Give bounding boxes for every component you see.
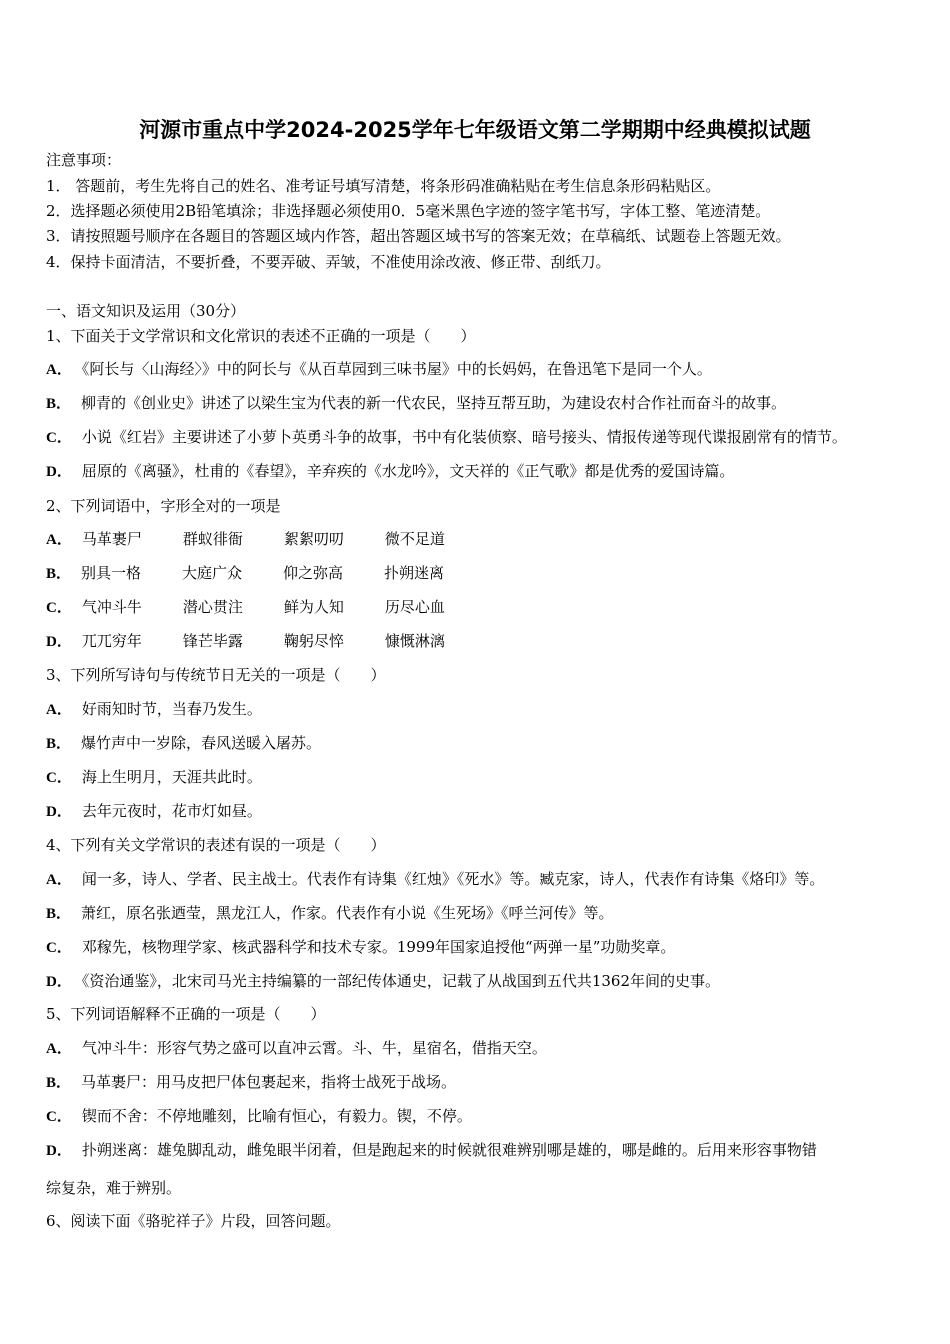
word: 马革裹尸: [81, 530, 142, 548]
option-label: D．: [46, 464, 72, 480]
option-label: C．: [46, 770, 72, 786]
option-text: 气冲斗牛：形容气势之盛可以直冲云霄。斗、牛，星宿名，借指天空。: [81, 1039, 547, 1057]
note-item: 3．请按照题号顺序在各题目的答题区域内作答，超出答题区域书写的答案无效；在草稿纸、试题卷上答题无效。: [46, 227, 791, 245]
word: 慷慨淋漓: [384, 632, 445, 650]
question-3-stem: 3、下列所写诗句与传统节日无关的一项是（ ）: [46, 666, 386, 684]
word: 鲜为人知: [283, 598, 344, 616]
question-6-stem: 6、阅读下面《骆驼祥子》片段，回答问题。: [46, 1212, 341, 1230]
option-text: 闻一多，诗人、学者、民主战士。代表作有诗集《红烛》《死水》等。臧克家，诗人，代表作有诗集《烙印》等。: [81, 870, 825, 888]
question-5-stem: 5、下列词语解释不正确的一项是（ ）: [46, 1005, 326, 1023]
word: 大庭广众: [182, 564, 243, 582]
option-text: 爆竹声中一岁除，春风送暖入屠苏。: [81, 734, 322, 752]
option-text: 好雨知时节，当春乃发生。: [81, 700, 262, 718]
q3-option-a: [46, 699, 262, 720]
option-label: C．: [46, 430, 72, 446]
option-label: A．: [46, 702, 72, 718]
option-text: 萧红，原名张迺莹，黑龙江人，作家。代表作有小说《生死场》《呼兰河传》等。: [81, 904, 614, 922]
option-label: D．: [46, 1143, 72, 1159]
option-text: 《阿长与〈山海经〉》中的阿长与《从百草园到三味书屋》中的长妈妈，在鲁迅笔下是同一个人。: [81, 360, 712, 378]
q5-option-d: [46, 1140, 817, 1161]
q4-option-a: [46, 869, 824, 890]
exam-title: 河源市重点中学2024-2025学年七年级语文第二学期期中经典模拟试题: [139, 118, 811, 142]
word: 群蚁徘衙: [182, 530, 243, 548]
question-4-stem: 4、下列有关文学常识的表述有误的一项是（ ）: [46, 836, 386, 854]
option-label: A．: [46, 362, 72, 378]
option-text: 马革裹尸：用马皮把尸体包裹起来，指将士战死于战场。: [81, 1073, 457, 1091]
option-text: 海上生明月，天涯共此时。: [81, 768, 262, 786]
option-text: 锲而不舍：不停地雕刻，比喻有恒心，有毅力。锲，不停。: [81, 1107, 472, 1125]
q4-option-c: [46, 937, 675, 958]
q3-option-d: [46, 801, 262, 822]
notes-heading: 注意事项：: [46, 151, 122, 169]
q3-option-c: [46, 767, 262, 788]
q1-option-b: [46, 393, 786, 414]
q5-option-a: [46, 1038, 547, 1059]
option-label: A．: [46, 532, 72, 548]
note-item: 1． 答题前，考生先将自己的姓名、准考证号填写清楚，将条形码准确粘贴在考生信息条形码粘贴区。: [46, 177, 721, 195]
q5-option-b: [46, 1072, 456, 1093]
word: 鞠躬尽悴: [283, 632, 344, 650]
option-text: 扑朔迷离：雄兔脚乱动，雌兔眼半闭着，但是跑起来的时候就很难辨别哪是雄的，哪是雌的。后用来形容事物错: [81, 1141, 817, 1159]
option-label: C．: [46, 940, 72, 956]
option-text: 小说《红岩》主要讲述了小萝卜英勇斗争的故事，书中有化装侦察、暗号接头、情报传递等现代谍报剧常有的情节。: [81, 428, 847, 446]
word: 絮絮叨叨: [283, 530, 344, 548]
word: 锋芒毕露: [182, 632, 243, 650]
question-2-stem: 2、下列词语中，字形全对的一项是: [46, 497, 281, 515]
option-label: D．: [46, 634, 72, 650]
section-heading: 一、语文知识及运用（30分）: [46, 302, 246, 320]
q3-option-b: [46, 733, 321, 754]
word: 兀兀穷年: [81, 632, 142, 650]
option-label: C．: [46, 600, 72, 616]
q2-option-a: [46, 529, 445, 550]
q2-option-c: [46, 597, 445, 618]
word: 潜心贯注: [182, 598, 243, 616]
option-label: D．: [46, 974, 72, 990]
q2-option-b: [46, 563, 444, 584]
word: 微不足道: [384, 530, 445, 548]
option-label: B．: [46, 396, 72, 412]
option-text: 去年元夜时，花市灯如昼。: [81, 802, 262, 820]
option-label: B．: [46, 906, 72, 922]
q2-option-d: [46, 631, 445, 652]
word: 别具一格: [81, 564, 142, 582]
option-label: B．: [46, 566, 72, 582]
q1-option-d: [46, 461, 734, 482]
q1-option-c: [46, 427, 847, 448]
option-text: 邓稼先，核物理学家、核武器科学和技术专家。1999年国家追授他“两弹一星”功勋奖章。: [81, 938, 676, 956]
q5-option-d-continuation: 综复杂，难于辨别。: [46, 1179, 182, 1197]
word: 仰之弥高: [283, 564, 344, 582]
word: 气冲斗牛: [81, 598, 142, 616]
question-1-stem: 1、下面关于文学常识和文化常识的表述不正确的一项是（ ）: [46, 327, 476, 345]
q4-option-d: [46, 971, 720, 992]
q5-option-c: [46, 1106, 472, 1127]
option-label: D．: [46, 804, 72, 820]
option-label: A．: [46, 1041, 72, 1057]
q4-option-b: [46, 903, 614, 924]
option-label: B．: [46, 736, 72, 752]
option-text: 屈原的《离骚》，杜甫的《春望》，辛弃疾的《水龙吟》，文天祥的《正气歌》都是优秀的爱国诗篇。: [81, 462, 735, 480]
word: 扑朔迷离: [384, 564, 445, 582]
note-item: 4．保持卡面清洁，不要折叠，不要弄破、弄皱，不准使用涂改液、修正带、刮纸刀。: [46, 253, 611, 271]
option-label: B．: [46, 1075, 72, 1091]
option-text: 柳青的《创业史》讲述了以梁生宝为代表的新一代农民，坚持互帮互助，为建设农村合作社而奋斗的故事。: [81, 394, 787, 412]
option-label: C．: [46, 1109, 72, 1125]
word: 历尽心血: [384, 598, 445, 616]
note-item: 2．选择题必须使用2B铅笔填涂；非选择题必须使用0．5毫米黑色字迹的签字笔书写，字体工整、笔迹清楚。: [46, 202, 771, 220]
q1-option-a: [46, 359, 712, 380]
option-text: 《资治通鉴》，北宋司马光主持编纂的一部纪传体通史，记载了从战国到五代共1362年间的史事。: [81, 972, 721, 990]
option-label: A．: [46, 872, 72, 888]
